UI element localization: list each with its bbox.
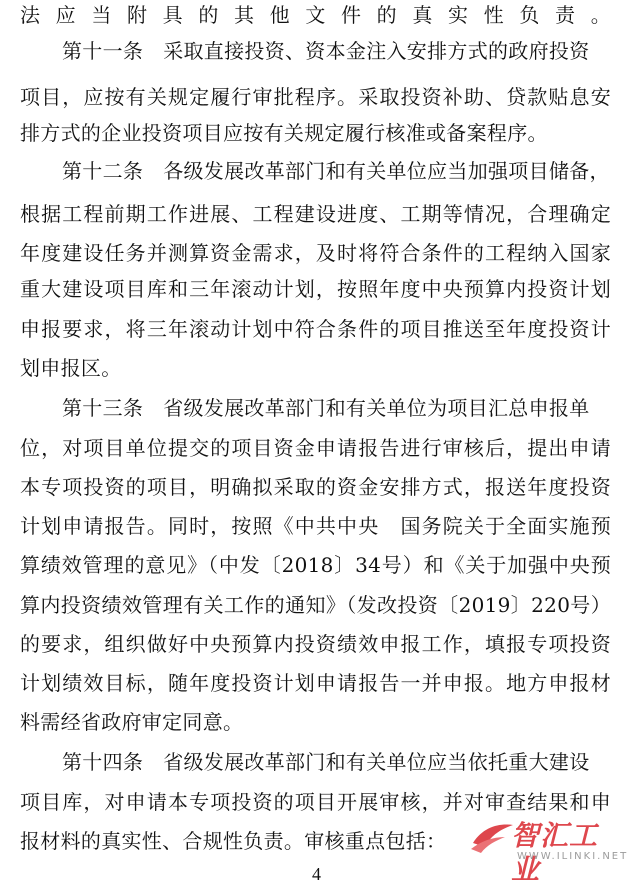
- article-text: 省级发展改革部门和有关单位应当依托重大建设: [163, 750, 590, 774]
- article-14-line: [62, 748, 611, 776]
- watermark-name: 智汇工业: [511, 819, 599, 886]
- text-line: 年度建设任务并测算资金需求，及时将符合条件的工程纳入国家: [20, 241, 611, 265]
- watermark-logo-icon: [469, 819, 515, 855]
- text-line: 排方式的企业投资项目应按有关规定履行核准或备案程序。: [20, 121, 548, 145]
- text-line: 计划申请报告。同时，按照《中共中央 国务院关于全面实施预: [20, 514, 611, 538]
- text-line: 计划绩效目标，随年度投资计划申请报告一并申报。地方申报材: [20, 671, 611, 695]
- article-text: 省级发展改革部门和有关单位为项目汇总申报单: [163, 396, 590, 420]
- text-line: 报材料的真实性、合规性负责。审核重点包括：: [20, 829, 447, 853]
- text-line: 划申报区。: [20, 356, 122, 380]
- article-13-line: [62, 394, 611, 422]
- article-11-line: [62, 37, 611, 65]
- text-line: 料需经省政府审定同意。: [20, 710, 244, 734]
- text-line: 根据工程前期工作进展、工程建设进度、工期等情况，合理确定: [20, 202, 611, 226]
- text-line: 申报要求，将三年滚动计划中符合条件的项目推送至年度投资计: [20, 317, 611, 341]
- text-line: 项目库，对申请本专项投资的项目开展审核，并对审查结果和申: [20, 790, 611, 814]
- text-line: 重大建设项目库和三年滚动计划，按照年度中央预算内投资计划: [20, 277, 611, 301]
- text-line: 的要求，组织做好中央预算内投资绩效申报工作，填报专项投资: [20, 632, 611, 656]
- text-line: 位，对项目单位提交的项目资金申请报告进行审核后，提出申请: [20, 436, 611, 460]
- page-number: 4: [312, 864, 321, 884]
- text-line: 法应当附具的其他文件的真实性负责。: [20, 3, 611, 27]
- article-number: 第十三条: [62, 396, 144, 420]
- text-line: 算内投资绩效管理有关工作的通知》（发改投资〔2019〕220号）: [20, 593, 611, 617]
- article-number: 第十一条: [62, 39, 144, 63]
- article-number: 第十二条: [62, 159, 144, 183]
- article-text: 各级发展改革部门和有关单位应当加强项目储备，: [163, 159, 610, 183]
- text-line: 项目，应按有关规定履行审批程序。采取投资补助、贷款贴息安: [20, 85, 611, 109]
- watermark-url: WWW.ILINKI.NET: [517, 851, 629, 862]
- article-12-line: [62, 157, 611, 185]
- text-line: 算绩效管理的意见》（中发〔2018〕34号）和《关于加强中央预: [20, 553, 611, 577]
- text-line: 本专项投资的项目，明确拟采取的资金安排方式，报送年度投资: [20, 475, 611, 499]
- watermark: [469, 819, 629, 886]
- article-number: 第十四条: [62, 750, 144, 774]
- article-text: 采取直接投资、资本金注入安排方式的政府投资: [163, 39, 590, 63]
